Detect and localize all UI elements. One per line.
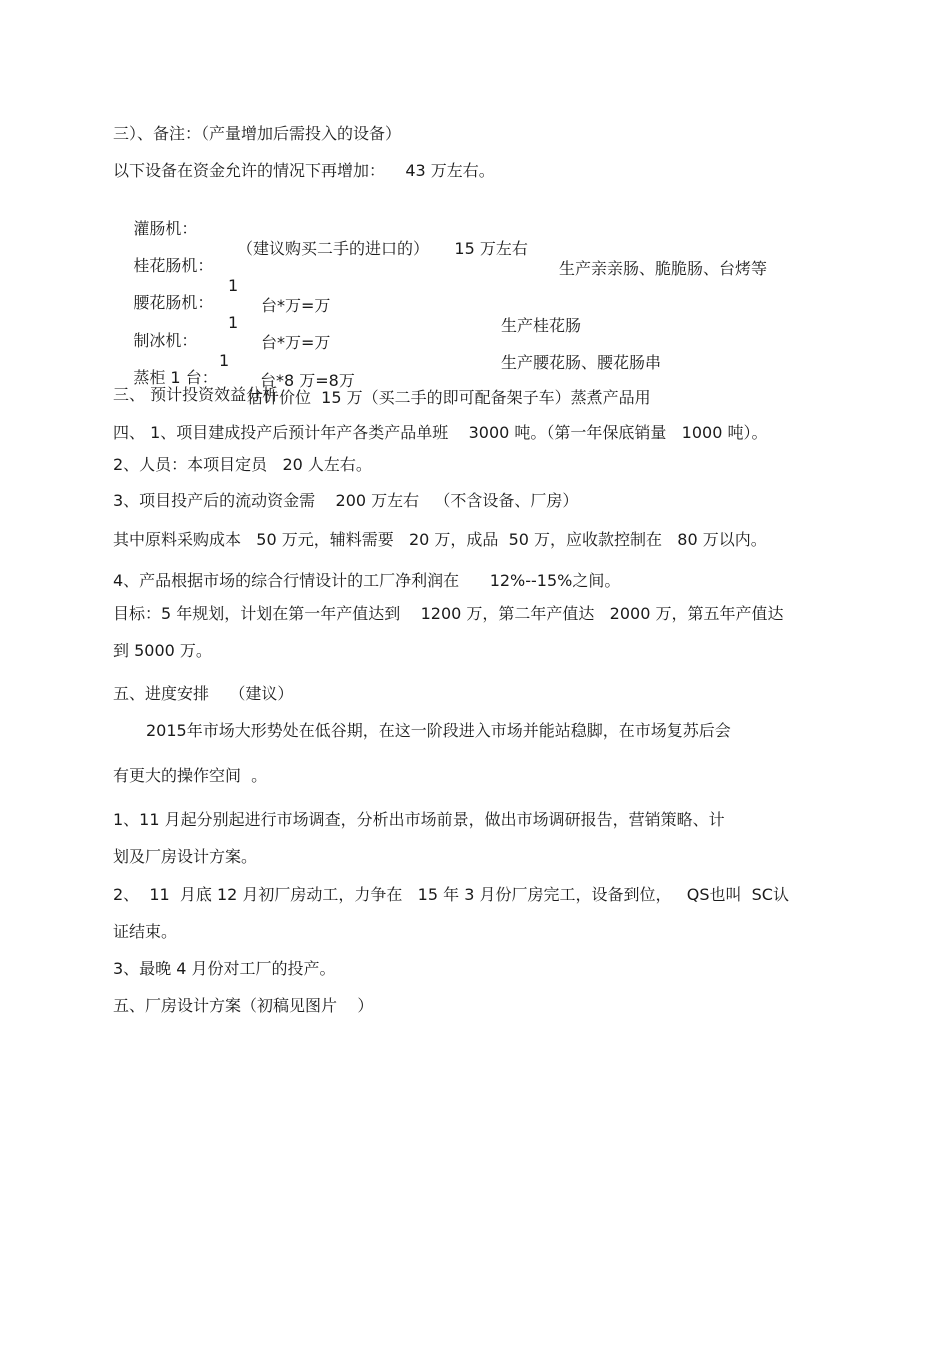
schedule-item-1-cont: 划及厂房设计方案。: [113, 847, 258, 866]
equipment-use: 生产亲亲肠、脆脆肠、台烤等: [559, 259, 768, 278]
equipment-name: 桂花肠机：: [133, 256, 214, 275]
paragraph-working-capital: 3、项目投产后的流动资金需 200 万左右 （不含设备、厂房）: [113, 491, 579, 510]
schedule-item-3: 3、最晚 4 月份对工厂的投产。: [113, 959, 336, 978]
schedule-item-2: 2、 11 月底 12 月初厂房动工，力争在 15 年 3 月份厂房完工，设备到位， QS也叫 SC认: [113, 885, 789, 904]
paragraph-staff: 2、人员：本项目定员 20 人左右。: [113, 455, 372, 474]
paragraph-market-cont: 有更大的操作空间 。: [113, 766, 268, 785]
equipment-name: 蒸柜 1 台：: [133, 368, 218, 387]
equipment-price: 台*8 万=8万: [260, 371, 355, 390]
equipment-name: 腰花肠机：: [133, 293, 214, 312]
schedule-item-1: 1、11 月起分别起进行市场调查，分析出市场前景，做出市场调研报告，营销策略、计: [113, 810, 725, 829]
equipment-qty: 1: [228, 313, 239, 332]
section-benefit-heading: 三、 预计投资效益分析: [113, 385, 279, 404]
equipment-price: （建议购买二手的进口的） 15 万左右: [237, 239, 528, 258]
paragraph-costs: 其中原料采购成本 50 万元，辅料需要 20 万，成品 50 万，应收款控制在 80 万以内。: [113, 530, 767, 549]
paragraph-targets-cont: 到 5000 万。: [113, 641, 212, 660]
additional-equipment-intro: 以下设备在资金允许的情况下再增加： 43 万左右。: [113, 161, 495, 180]
equipment-qty: 1: [228, 276, 239, 295]
equipment-price: 估计价位 15 万（买二手的即可配备架子车）蒸煮产品用: [247, 388, 651, 407]
equipment-use: 生产腰花肠、腰花肠串: [501, 353, 662, 372]
section-notes-heading: 三）、备注：（产量增加后需投入的设备）: [113, 124, 402, 143]
section-plant-design-heading: 五、厂房设计方案（初稿见图片 ）: [113, 996, 374, 1015]
schedule-item-2-cont: 证结束。: [113, 922, 178, 941]
paragraph-market: 2015年市场大形势处在低谷期，在这一阶段进入市场并能站稳脚，在市场复苏后会: [146, 721, 731, 740]
equipment-price: 台*万=万: [261, 296, 331, 315]
paragraph-production: 四、 1、项目建成投产后预计年产各类产品单班 3000 吨。（第一年保底销量 1000 吨）。: [113, 423, 768, 442]
paragraph-targets: 目标：5 年规划，计划在第一年产值达到 1200 万，第二年产值达 2000 万，第五年产值达: [113, 604, 784, 623]
equipment-use: 生产桂花肠: [501, 316, 582, 335]
equipment-name: 灌肠机：: [133, 219, 198, 238]
section-schedule-heading: 五、进度安排 （建议）: [113, 684, 294, 703]
equipment-price: 台*万=万: [261, 333, 331, 352]
equipment-name: 制冰机：: [133, 331, 198, 350]
equipment-qty: 1: [219, 351, 230, 370]
paragraph-profit: 4、产品根据市场的综合行情设计的工厂净利润在 12%--15%之间。: [113, 571, 621, 590]
